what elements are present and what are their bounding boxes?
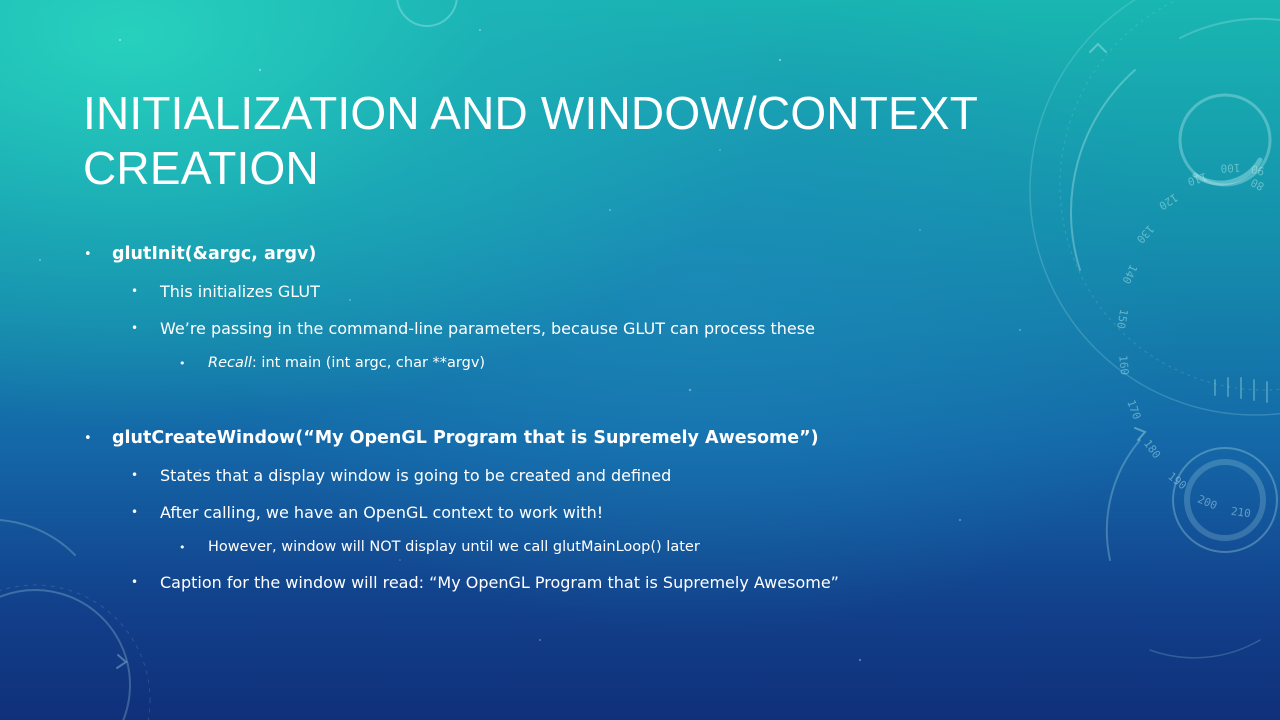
recall-emphasis: Recall: [208, 355, 252, 371]
dial-label: 170: [1124, 398, 1144, 422]
bullet-opengl-context: • After calling, we have an OpenGL context to work with!: [84, 494, 984, 531]
bullet-glutinit: • glutInit(&argc, argv): [84, 236, 984, 273]
bullet-display-window: • States that a display window is going to be created and defined: [84, 457, 984, 494]
dial-label: 200: [1195, 492, 1220, 513]
dial-label: 190: [1165, 469, 1189, 493]
bullet-initializes-glut: • This initializes GLUT: [84, 273, 984, 310]
dial-scale-labels: [1114, 161, 1266, 520]
dial-label: 90: [1249, 162, 1266, 178]
recall-signature: : int main (int argc, char **argv): [251, 355, 486, 371]
bullet-command-line-params: • We’re passing in the command-line parameters, because GLUT can process these: [84, 310, 984, 347]
bullet-recall: [84, 347, 984, 380]
dial-label: 120: [1156, 190, 1181, 213]
dial-label: 210: [1230, 504, 1252, 521]
dial-label: 150: [1113, 307, 1131, 330]
dial-label: 140: [1119, 262, 1140, 286]
dial-label: 130: [1133, 222, 1157, 246]
dial-label: 180: [1140, 437, 1164, 462]
dial-label: 80: [1248, 175, 1267, 194]
slide-content: [84, 236, 984, 601]
dial-label: 110: [1185, 169, 1209, 189]
dial-label: 100: [1220, 160, 1241, 175]
bullet-caption: • Caption for the window will read: “My OpenGL Program that is Supremely Awesome”: [84, 564, 984, 601]
dial-label: 160: [1116, 354, 1132, 376]
circle-decoration-top: [397, 0, 457, 26]
slide-title: INITIALIZATION AND WINDOW/CONTEXT CREATION: [83, 87, 978, 194]
bullet-glutmainloop-note: • However, window will NOT display until we call glutMainLoop() later: [84, 531, 984, 564]
bullet-glutcreatewindow: • glutCreateWindow(“My OpenGL Program that is Supremely Awesome”): [84, 420, 984, 457]
